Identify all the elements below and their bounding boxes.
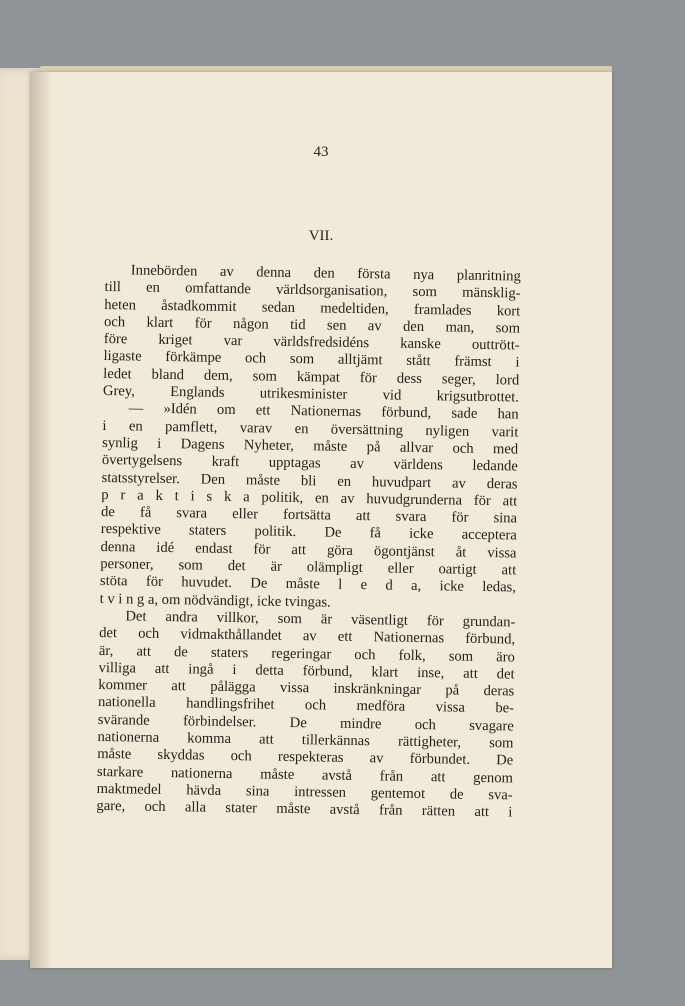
text-line: svärande förbindelser. De mindre och svagare: [97, 711, 514, 735]
text-line: villiga att ingå i detta förbund, klart inse, att det: [98, 659, 515, 683]
text-line: personer, som det är olämpligt eller oartigt att: [100, 556, 517, 579]
body-text: [96, 262, 521, 822]
book-page: [30, 72, 612, 968]
page-gutter-shadow: [30, 72, 52, 968]
text-line: starkare nationerna måste avstå från att genom: [96, 763, 514, 787]
text-line: denna idé endast för att göra ögontjänst åt vissa: [100, 538, 517, 562]
text-line: nationella handlingsfrihet och medföra vissa be-: [97, 694, 515, 717]
text-line: stöta för huvudet. De måste l e d a, icke ledas,: [99, 573, 517, 596]
text-line: de få svara eller fortsätta att svara för sina: [100, 504, 518, 527]
text-line: ligaste förkämpe och som alltjämt stått främst i: [103, 348, 520, 372]
text-line: t v i n g a, om nödvändigt, icke tvingas.: [99, 590, 331, 611]
text-line: synlig i Dagens Nyheter, måste på allvar och med: [102, 434, 519, 458]
text-line: p r a k t i s k a politik, en av huvudgrunderna för att: [101, 486, 518, 510]
text-line: till en omfattande världsorganisation, som mänsklig-: [104, 279, 521, 302]
text-line: Det andra villkor, som är väsentligt för grundan-: [125, 608, 516, 631]
text-line: det och vidmakthållandet av ett Nationernas förbund,: [99, 625, 516, 648]
text-line: — »Idén om ett Nationernas förbund, sade han: [128, 400, 519, 423]
text-line: maktmedel hävda sina intressen gentemot de sva-: [96, 780, 513, 804]
text-line: kommer att pålägga vissa inskränkningar på deras: [98, 677, 515, 700]
text-line: statsstyrelser. Den måste bli en huvudpart av deras: [101, 469, 518, 493]
text-line: nationerna komma att tillerkännas rättigheter, som: [97, 728, 514, 752]
text-line: och klart för någon tid sen av den man, som: [103, 313, 521, 337]
text-line: gare, och alla stater måste avstå från rätten att i: [96, 798, 513, 821]
text-line: Grey, Englands utrikesminister vid krigsutbrottet.: [102, 383, 520, 406]
text-line: i en pamflett, varav en översättning nyligen varit: [102, 417, 519, 441]
text-line: respektive staters politik. De få icke acceptera: [100, 521, 517, 544]
text-line: övertygelsens kraft upptagas av världens ledande: [101, 452, 518, 475]
text-line: är, att de staters regeringar och folk, som äro: [98, 642, 515, 666]
text-line: före kriget var världsfredsidéns kanske outtrött-: [103, 331, 520, 354]
text-line: heten åstadkommit sedan medeltiden, framlades kort: [104, 296, 521, 320]
page-number: 43: [313, 144, 329, 160]
text-line: måste skyddas och respekteras av förbundet. De: [97, 746, 514, 769]
chapter-heading: VII.: [308, 228, 334, 244]
text-line: ledet bland dem, som kämpat för dess seger, lord: [103, 365, 520, 389]
text-line: Innebörden av denna den första nya planritning: [130, 262, 521, 285]
